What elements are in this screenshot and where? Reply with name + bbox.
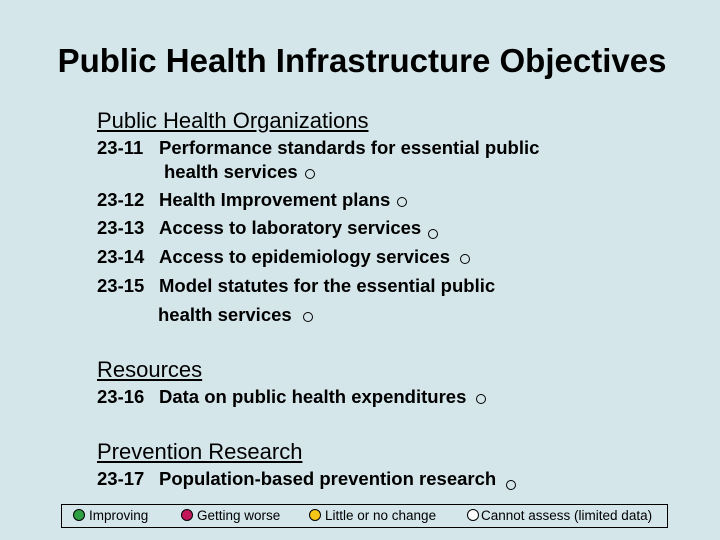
objective-23-13 [97, 216, 438, 240]
page-title: Public Health Infrastructure Objectives [57, 42, 667, 79]
objective-code: 23-12 [97, 189, 145, 210]
yellow-dot-icon [309, 509, 321, 521]
status-circle-icon [397, 197, 407, 207]
status-circle-icon [476, 394, 486, 404]
objective-text: Data on public health expenditures [159, 386, 467, 407]
legend [61, 504, 668, 528]
objective-text: Population-based prevention research [159, 468, 497, 489]
objective-text: Model statutes for the essential public [159, 275, 496, 296]
objective-23-15 [97, 274, 495, 327]
legend-label: Improving [89, 508, 149, 523]
objective-text: Access to epidemiology services [159, 246, 450, 267]
objective-23-11 [97, 136, 539, 184]
status-circle-icon [305, 169, 315, 179]
status-circle-icon [428, 229, 438, 239]
legend-label: Cannot assess (limited data) [481, 508, 653, 523]
green-dot-icon [73, 509, 85, 521]
status-circle-icon [460, 254, 470, 264]
magenta-dot-icon [181, 509, 193, 521]
objective-text: Health Improvement plans [159, 189, 391, 210]
objective-code: 23-14 [97, 246, 145, 267]
objective-text: Performance standards for essential public [159, 137, 540, 158]
legend-item-improving [73, 508, 148, 523]
legend-item-cannot-assess [467, 508, 652, 523]
objective-text-continued: health services [158, 304, 292, 325]
legend-label: Little or no change [325, 508, 437, 523]
legend-label: Getting worse [197, 508, 281, 523]
objective-code: 23-16 [97, 386, 145, 407]
status-circle-icon [506, 480, 516, 490]
legend-item-getting-worse [181, 508, 280, 523]
objective-code: 23-13 [97, 217, 145, 238]
section-heading-organizations: Public Health Organizations [97, 108, 369, 133]
white-dot-icon [467, 509, 479, 521]
objective-code: 23-11 [97, 137, 144, 158]
objective-text-continued: health services [164, 161, 298, 182]
status-circle-icon [303, 312, 313, 322]
section-heading-resources: Resources [97, 357, 203, 382]
objective-text: Access to laboratory services [159, 217, 422, 238]
section-heading-prevention-research: Prevention Research [97, 439, 303, 464]
objective-23-12 [97, 188, 407, 212]
legend-item-little-or-no-change [309, 508, 436, 523]
objective-code: 23-17 [97, 468, 145, 489]
objective-code: 23-15 [97, 275, 145, 296]
objective-23-14 [97, 245, 470, 269]
objective-23-17 [97, 467, 516, 491]
objective-23-16 [97, 385, 486, 409]
